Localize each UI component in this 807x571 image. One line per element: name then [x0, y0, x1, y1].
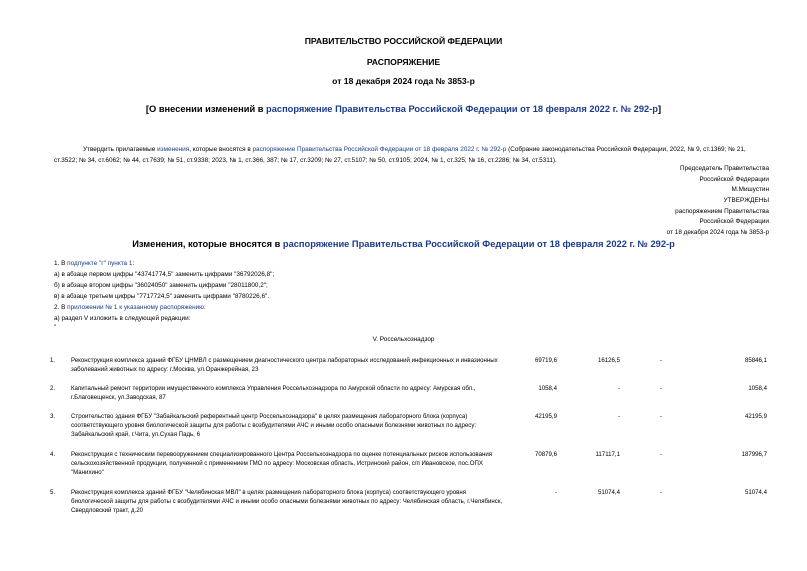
signature-line-1: Председатель Правительства — [680, 165, 769, 172]
row-description: Реконструкция комплекса зданий ФГБУ ЦНМВЛ с размещением диагностического центра лабораторных исследований инфекционных и инвазионных заболеваний животных по адресу: г.Москва, ул.Оранжерейная, 23 — [71, 357, 498, 374]
changes-link[interactable]: изменения — [157, 146, 190, 153]
signature-line-2: Российской Федерации — [699, 175, 769, 183]
document-type: РАСПОРЯЖЕНИЕ — [366, 57, 441, 67]
row-description: Строительство здания ФГБУ "Забайкальский референтный центр Россельхознадзора" в целях размещения лабораторного блока (корпуса) соответствующего уровня биологической защиты для работы с возбудителями АЧС и иными особо опасными болезнями животных по адресу: Забайкальский край, г.Чита, ул.Сухая Падь, 6 — [71, 413, 477, 439]
changes-title — [0, 239, 807, 249]
approval-line-3: Российской Федерации — [699, 218, 769, 226]
para-text-3: (Собрание законодательства Российской Федерации, 2022, № 9, ст.1369; № 21, ст.3522; № 34, ст.6062; № 44, ст.7639; № 51, ст.9338; 2023, № 1, ст.366, 387; № 17, ст.3209; № 27, ст.5107; № 50, ст.9105; 2024, № 1, ст.325; № 16, ст.2286; № 34, ст.5311). — [54, 146, 746, 164]
row-number: 1. — [50, 357, 56, 364]
row-value-2: - — [617, 385, 620, 392]
item-1-v: в) в абзаце третьем цифры "7717724,5" заменить цифрами "8780226,6". — [54, 293, 270, 300]
row-value-1: 69719,6 — [534, 357, 557, 364]
row-description: Реконструкция комплекса зданий ФГБУ "Челябинская МВЛ" в целях размещения лабораторного блока (корпуса) соответствующего уровня биологической защиты для работы с возбудителями АЧС и иными особо опасными болезнями животных по адресу: Челябинская область, г.Челябинск, Свердловский тракт, д.20 — [71, 489, 503, 515]
row-value-3: - — [660, 451, 663, 458]
item-1-pre: 1. В — [54, 260, 68, 267]
row-description: Капитальный ремонт территории имущественного комплекса Управления Россельхознадзора по Амурской области по адресу: Амурская обл., г.Благовещенск, ул.Заводская, 87 — [71, 385, 476, 402]
row-number: 2. — [50, 385, 56, 392]
subtitle-close: ] — [657, 104, 662, 114]
row-total: 1058,4 — [748, 385, 767, 392]
row-value-1: - — [554, 489, 557, 496]
signature-name: М.Мишустин — [731, 186, 769, 194]
row-total: 51074,4 — [744, 489, 767, 496]
government-heading: ПРАВИТЕЛЬСТВО РОССИЙСКОЙ ФЕДЕРАЦИИ — [304, 36, 503, 46]
item-1-link[interactable]: подпункте "г" пункта 1 — [67, 260, 133, 267]
document-subtitle — [0, 104, 807, 114]
para-text-2: , которые вносятся в — [189, 146, 253, 153]
row-total: 42195,9 — [744, 413, 767, 420]
item-1-a: а) в абзаце первом цифры "43741774,5" заменить цифрами "36792026,8"; — [54, 271, 275, 278]
section-heading: V. Россельхознадзор — [372, 336, 435, 343]
item-1-post: : — [132, 260, 135, 267]
item-1-b: б) в абзаце втором цифры "36024050" заменить цифрами "28011800,2"; — [54, 282, 268, 289]
changes-title-link[interactable]: распоряжение Правительства Российской Федерации от 18 февраля 2022 г. № 292-р — [282, 239, 675, 249]
changes-title-prefix: Изменения, которые вносятся в — [132, 239, 283, 249]
signature-block — [680, 164, 769, 196]
row-value-3: - — [660, 385, 663, 392]
item-1 — [54, 260, 134, 267]
row-total: 187996,7 — [741, 451, 767, 458]
row-description: Реконструкция с техническим перевооружением специализированного Центра Россельхознадзора по оценке потенциальных рисков использования сельскохозяйственной продукции, полученной с применением ГМО по адресу: Московская область, Истринский район, с/п Ивановское, пос.ОПХ "Манихино" — [71, 451, 493, 477]
approval-line-2: распоряжением Правительства — [675, 207, 769, 215]
item-2-a: а) раздел V изложить в следующей редакции: — [54, 315, 191, 322]
row-value-3: - — [660, 489, 663, 496]
row-value-2: 117117,1 — [595, 451, 620, 458]
subtitle-open: [О внесении изменений в — [145, 104, 267, 114]
row-number: 4. — [50, 451, 56, 458]
row-total: 85846,1 — [744, 357, 767, 364]
item-2-link[interactable]: приложении № 1 к указанному распоряжению — [67, 304, 204, 311]
row-number: 3. — [50, 413, 56, 420]
row-value-3: - — [660, 357, 663, 364]
row-value-1: 42195,9 — [534, 413, 557, 420]
row-number: 5. — [50, 489, 56, 496]
row-value-2: - — [617, 413, 620, 420]
item-2 — [54, 304, 206, 311]
row-value-2: 51074,4 — [597, 489, 620, 496]
opening-quote: " — [54, 324, 57, 331]
para-text-1: Утвердить прилагаемые — [83, 146, 158, 153]
item-2-post: : — [203, 304, 206, 311]
row-value-1: 1058,4 — [538, 385, 557, 392]
item-2-pre: 2. В — [54, 304, 68, 311]
body-paragraph — [54, 144, 770, 166]
approval-block — [667, 196, 769, 238]
approval-line-1: УТВЕРЖДЕНЫ — [723, 197, 769, 204]
row-value-3: - — [660, 413, 663, 420]
approval-line-4: от 18 декабря 2024 года № 3853-р — [666, 228, 769, 236]
document-date-number: от 18 декабря 2024 года № 3853-р — [332, 76, 475, 86]
row-value-1: 70879,6 — [534, 451, 557, 458]
order-link[interactable]: распоряжение Правительства Российской Федерации от 18 февраля 2022 г. № 292-р — [252, 146, 507, 153]
row-value-2: 16126,5 — [597, 357, 620, 364]
subtitle-link[interactable]: распоряжение Правительства Российской Федерации от 18 февраля 2022 г. № 292-р — [266, 104, 658, 114]
